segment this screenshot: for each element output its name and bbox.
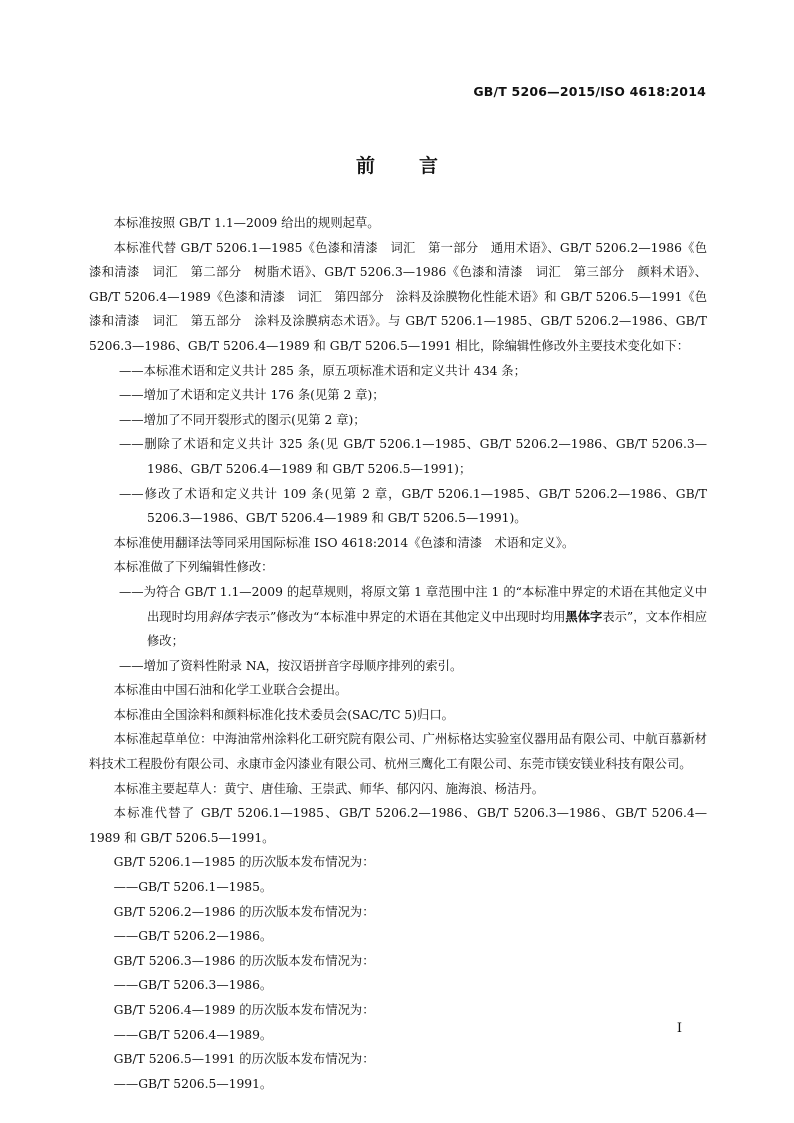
italic-term: 斜体字	[208, 609, 246, 624]
font-change-middle: 表示”修改为“本标准中界定的术语在其他定义中出现时均用	[245, 609, 566, 624]
paragraph-editorial-changes: 本标准做了下列编辑性修改：	[113, 560, 274, 575]
paragraph-drafting-units: 本标准起草单位：中海油常州涂料化工研究院有限公司、广州标格达实验室仪器用品有限公司、中航百慕新材料技术工程股份有限公司、永康市金闪漆业有限公司、杭州三鹰化工有限公司、东莞市镁安镁业科技有限公司。	[89, 732, 707, 772]
paragraph-history-4: GB/T 5206.4—1989 的历次版本发布情况为：	[113, 1003, 375, 1017]
list-item-history-4: ——GB/T 5206.4—1989。	[113, 1027, 273, 1042]
paragraph-history-1: GB/T 5206.1—1985 的历次版本发布情况为：	[113, 855, 375, 870]
list-item-terms-deleted: ——删除了术语和定义共计 325 条(见 GB/T 5206.1—1985、GB/T 5206.2—1986、GB/T 5206.3—1986、GB/T 5206.4—1989 和 GB/T 5206.5—1991)；	[119, 437, 707, 476]
list-item-figures-added: ——增加了不同开裂形式的图示(见第 2 章)；	[119, 412, 366, 427]
list-item-terms-modified: ——修改了术语和定义共计 109 条(见第 2 章，GB/T 5206.1—1985、GB/T 5206.2—1986、GB/T 5206.3—1986、GB/T 5206.4—1989 和 GB/T 5206.5—1991)。	[119, 486, 707, 526]
list-item-term-count: ——本标准术语和定义共计 285 条，原五项标准术语和定义共计 434 条；	[119, 363, 526, 378]
foreword-body	[89, 211, 707, 1096]
paragraph-drafting-rule: 本标准按照 GB/T 1.1—2009 给出的规则起草。	[113, 216, 380, 230]
list-item-history-2: ——GB/T 5206.2—1986。	[113, 929, 273, 944]
page-number: I	[676, 1021, 682, 1036]
paragraph-proposed-by: 本标准由中国石油和化学工业联合会提出。	[113, 683, 348, 698]
list-item-history-3: ——GB/T 5206.3—1986。	[113, 978, 273, 993]
paragraph-replaces-standards: 本标准代替 GB/T 5206.1—1985《色漆和清漆 词汇 第一部分 通用术语》、GB/T 5206.2—1986《色漆和清漆 词汇 第二部分 树脂术语》、GB/T 5206.3—1986《色漆和清漆 词汇 第三部分 颜料术语》、GB/T 5206.4—1989《色漆和清漆 词汇 第四部分 涂料及涂膜物化性能术语》和 GB/T 5206.5—1991《色漆和清漆 词汇 第五部分 涂料及涂膜病态术语》。与 GB/T 5206.1—1985、GB/T 5206.2—1986、GB/T 5206.3—1986、GB/T 5206.4—1989 和 GB/T 5206.5—1991 相比，除编辑性修改外主要技术变化如下：	[89, 240, 707, 353]
list-item-index-annex: ——增加了资料性附录 NA，按汉语拼音字母顺序排列的索引。	[119, 658, 463, 673]
font-change-prefix: ——为符合 GB/T 1.1—2009 的起草规则，将原文第 1 章范围中注 1 的“本标准中界定的术语在其他定义中出现时均用	[119, 584, 707, 624]
font-change-suffix: 表示”，文本作相应修改；	[147, 609, 707, 649]
paragraph-main-drafters: 本标准主要起草人：黄宁、唐佳瑜、王崇武、师华、郁闪闪、施海浪、杨洁丹。	[113, 781, 544, 796]
list-item-history-1: ——GB/T 5206.1—1985。	[113, 880, 273, 895]
standard-code-header: GB/T 5206—2015/ISO 4618:2014	[473, 84, 706, 99]
list-item-history-5: ——GB/T 5206.5—1991。	[113, 1076, 273, 1091]
list-item-terms-added: ——增加了术语和定义共计 176 条(见第 2 章)；	[119, 388, 385, 403]
bold-term: 黑体字	[565, 609, 603, 624]
paragraph-iso-adoption: 本标准使用翻译法等同采用国际标准 ISO 4618:2014《色漆和清漆 术语和定义》。	[113, 535, 575, 550]
paragraph-supersedes: 本标准代替了 GB/T 5206.1—1985、GB/T 5206.2—1986、GB/T 5206.3—1986、GB/T 5206.4—1989 和 GB/T 5206.5—1991。	[89, 806, 707, 845]
paragraph-history-5: GB/T 5206.5—1991 的历次版本发布情况为：	[113, 1052, 375, 1067]
paragraph-history-3: GB/T 5206.3—1986 的历次版本发布情况为：	[113, 953, 375, 968]
paragraph-history-2: GB/T 5206.2—1986 的历次版本发布情况为：	[113, 904, 375, 919]
list-item-font-change	[89, 580, 707, 654]
paragraph-under-jurisdiction: 本标准由全国涂料和颜料标准化技术委员会(SAC/TC 5)归口。	[113, 707, 454, 722]
page-title: 前言	[355, 155, 482, 177]
